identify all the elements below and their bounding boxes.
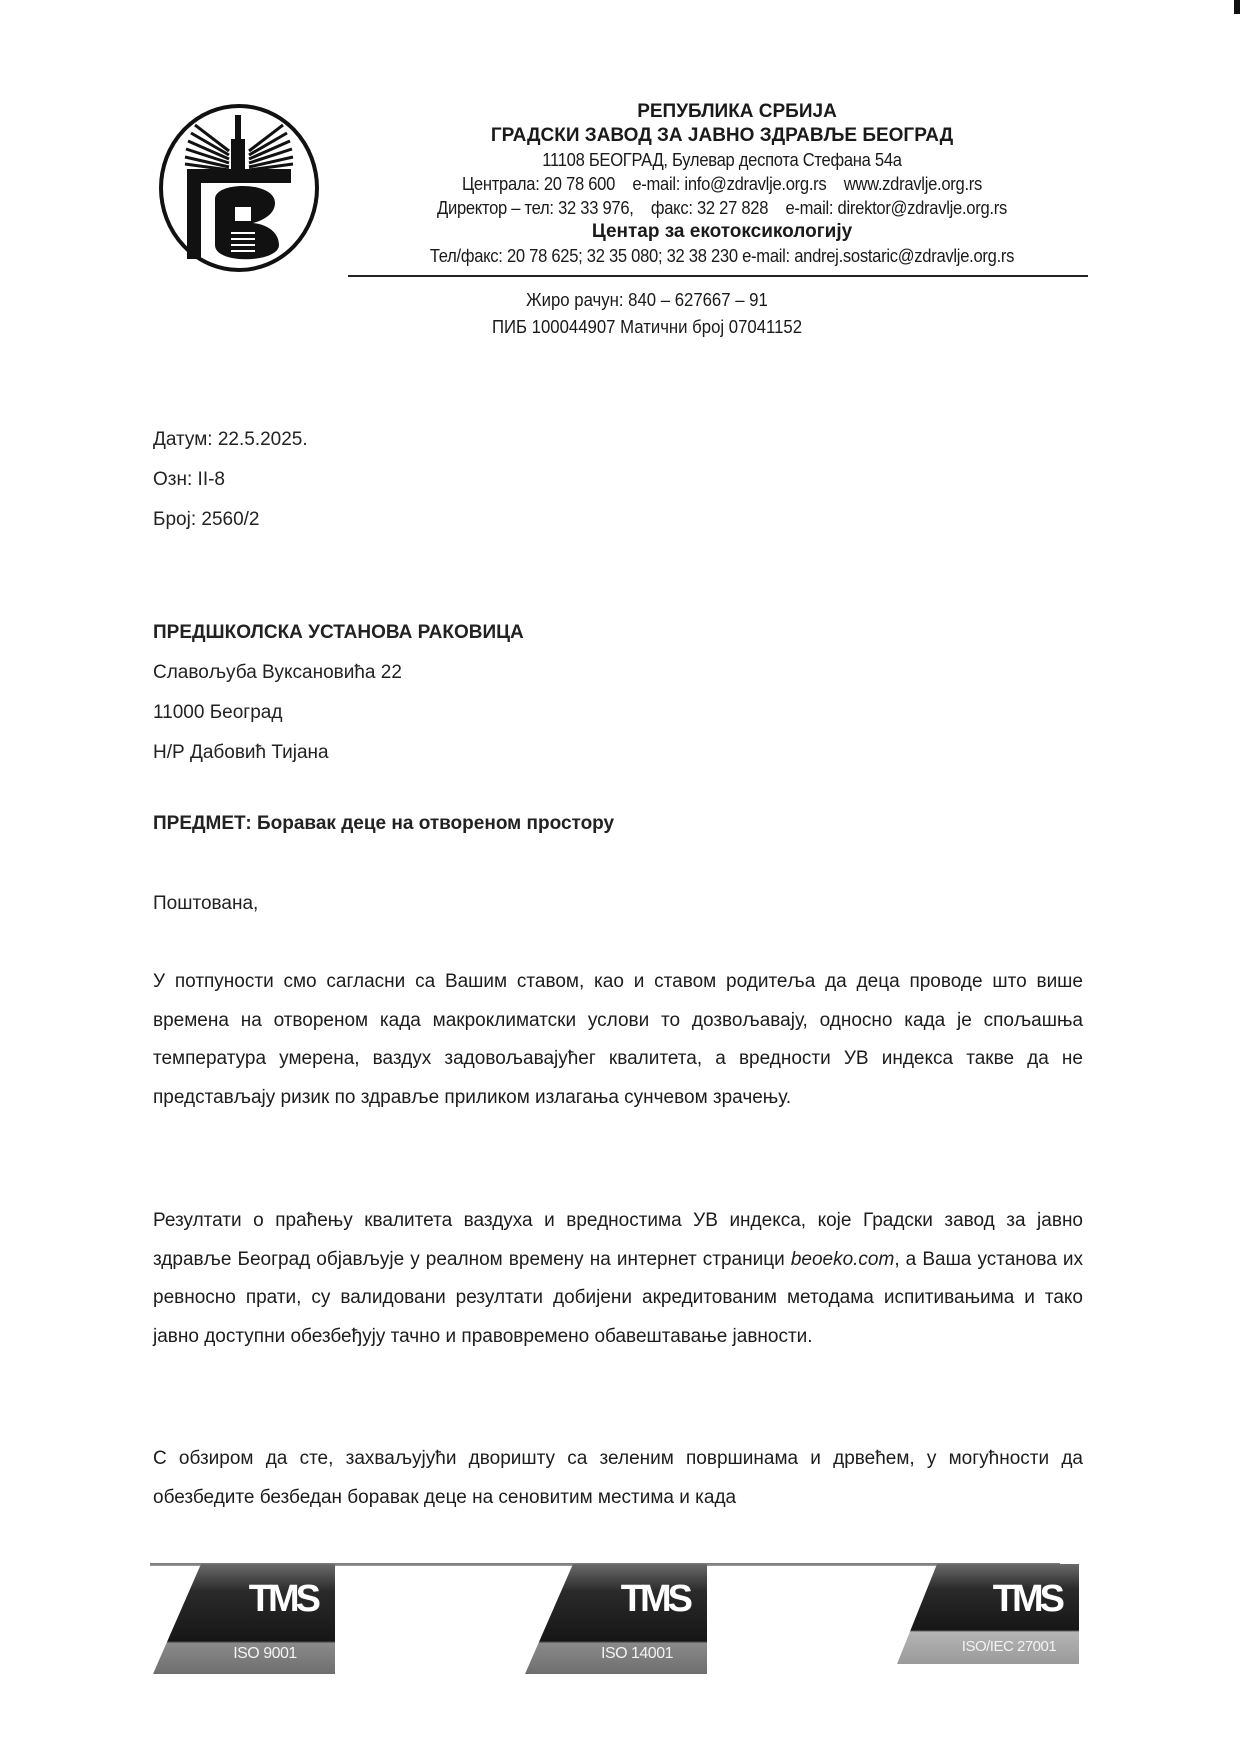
bank-account: Жиро рачун: 840 – 627667 – 91: [526, 290, 768, 310]
website-reference: beoeko.com: [790, 1248, 895, 1270]
badge-brand: TMS: [992, 1578, 1061, 1620]
header-divider: [348, 275, 1088, 277]
document-meta: [153, 420, 308, 540]
paragraph-3: С обзиром да сте, захваљујући дворишту са зеленим површинама и дрвећем, у могућности да обезбедите безбедан боравак деце на сеновитим местима и када: [153, 1448, 1083, 1508]
document-number: Број: 2560/2: [153, 509, 260, 530]
badge-brand: TMS: [620, 1578, 689, 1620]
recipient-block: [153, 613, 524, 773]
center-name: Центар за екотоксикологију: [591, 221, 853, 242]
recipient-city: 11000 Београд: [153, 702, 283, 723]
institution-logo-icon: [157, 103, 322, 273]
badge-brand: TMS: [248, 1578, 317, 1620]
tax-ids: ПИБ 100044907 Матични број 07041152: [491, 317, 803, 337]
certification-badge-iso14001: [525, 1564, 707, 1674]
central-contact: Централа: 20 78 600 e-mail: info@zdravlje.org.rs www.zdravlje.org.rs: [461, 174, 983, 194]
certification-badge-iso9001: [153, 1564, 335, 1674]
recipient-name: ПРЕДШКОЛСКА УСТАНОВА РАКОВИЦА: [153, 622, 524, 643]
badge-standard: ISO 14001: [601, 1645, 673, 1662]
salutation: Поштована,: [153, 893, 259, 914]
letterhead: [352, 100, 1092, 268]
institution-name: ГРАДСКИ ЗАВОД ЗА ЈАВНО ЗДРАВЉЕ БЕОГРАД: [490, 125, 954, 146]
country-name: РЕПУБЛИКА СРБИЈА: [637, 101, 837, 122]
paragraph-1: У потпуности смо сагласни са Вашим ставом, као и ставом родитеља да деца проводе што више времена на отвореном када макроклиматски услови то дозвољавају, односно када је спољашња температура умерена, ваздух задовољавајућег квалитета, а вредности УВ индекса такве да не представљају ризик по здравље приликом излагања сунчевом зрачењу.: [153, 971, 1083, 1108]
institution-address: 11108 БЕОГРАД, Булевар деспота Стефана 54а: [542, 150, 902, 170]
certification-badge-iso27001: [897, 1564, 1079, 1674]
paragraph-2: [153, 1202, 1083, 1356]
director-contact: Директор – тел: 32 33 976, факс: 32 27 828 e-mail: direktor@zdravlje.org.rs: [437, 198, 1007, 218]
subject-line: ПРЕДМЕТ: Боравак деце на отвореном простору: [153, 813, 615, 834]
recipient-street: Славољуба Вуксановића 22: [153, 662, 402, 683]
paragraph-2-end: , а Ваша установа их ревносно прати, су валидовани резултати добијени акредитованим методама испитивањима и тако јавно доступни обезбеђују тачно и правовремено обавештавање јавности.: [153, 1248, 1083, 1347]
document-ref: Озн: II-8: [153, 469, 225, 490]
bank-info: [373, 287, 922, 341]
recipient-attention: Н/Р Дабовић Тијана: [153, 742, 329, 763]
scan-corner-mark: [1234, 0, 1240, 14]
paragraph-2-start: Резултати о праћењу квалитета ваздуха и вредностима УВ индекса, које Градски завод за јавно здравље Београд објављује у реалном времену на интернет страници: [153, 1210, 1083, 1270]
badge-standard: ISO 9001: [233, 1645, 297, 1662]
center-contact: Тел/факс: 20 78 625; 32 35 080; 32 38 230 e-mail: andrej.sostaric@zdravlje.org.rs: [429, 246, 1015, 266]
badge-standard: ISO/IEC 27001: [961, 1638, 1057, 1655]
document-date: Датум: 22.5.2025.: [153, 429, 308, 450]
